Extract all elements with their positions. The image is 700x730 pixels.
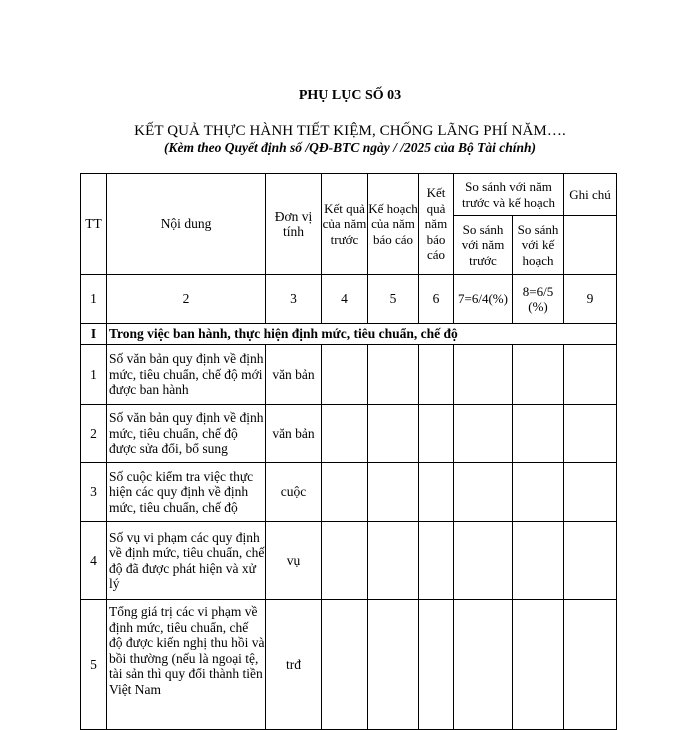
table-row bbox=[81, 522, 617, 600]
header-result-report: Kết quả năm báo cáo bbox=[419, 174, 454, 275]
empty-cell bbox=[322, 522, 368, 600]
empty-cell bbox=[454, 600, 513, 730]
col-number: 5 bbox=[368, 275, 419, 324]
header-compare-plan: So sánh với kế hoạch bbox=[513, 216, 564, 275]
header-content: Nội dung bbox=[107, 174, 266, 275]
empty-cell bbox=[564, 600, 617, 730]
col-number: 8=6/5 (%) bbox=[513, 275, 564, 324]
row-tt: 3 bbox=[81, 463, 107, 522]
row-unit: cuộc bbox=[266, 463, 322, 522]
col-number: 1 bbox=[81, 275, 107, 324]
row-tt: 5 bbox=[81, 600, 107, 730]
empty-cell bbox=[564, 522, 617, 600]
empty-cell bbox=[454, 463, 513, 522]
header-tt: TT bbox=[81, 174, 107, 275]
row-unit: trđ bbox=[266, 600, 322, 730]
header-note: Ghi chú bbox=[564, 174, 617, 216]
row-content: Số vụ vi phạm các quy định về định mức, tiêu chuẩn, chế độ đã được phát hiện và xử lý bbox=[107, 522, 266, 600]
col-number: 6 bbox=[419, 275, 454, 324]
empty-cell bbox=[322, 600, 368, 730]
empty-cell bbox=[454, 345, 513, 405]
row-tt: 4 bbox=[81, 522, 107, 600]
col-number: 3 bbox=[266, 275, 322, 324]
numbering-row bbox=[81, 275, 617, 324]
table-row bbox=[81, 405, 617, 463]
row-content: Số văn bản quy định về định mức, tiêu chuẩn, chế độ mới được ban hành bbox=[107, 345, 266, 405]
empty-cell bbox=[419, 405, 454, 463]
empty-cell bbox=[564, 345, 617, 405]
section-roman: I bbox=[81, 324, 107, 345]
header-plan: Kế hoạch của năm báo cáo bbox=[368, 174, 419, 275]
empty-cell bbox=[513, 345, 564, 405]
row-unit: văn bản bbox=[266, 345, 322, 405]
empty-cell bbox=[322, 463, 368, 522]
empty-cell bbox=[454, 522, 513, 600]
col-number: 4 bbox=[322, 275, 368, 324]
header-unit: Đơn vị tính bbox=[266, 174, 322, 275]
section-label: Trong việc ban hành, thực hiện định mức, tiêu chuẩn, chế độ bbox=[107, 324, 617, 345]
empty-cell bbox=[564, 405, 617, 463]
row-tt: 2 bbox=[81, 405, 107, 463]
empty-cell bbox=[322, 405, 368, 463]
row-unit: văn bản bbox=[266, 405, 322, 463]
empty-cell bbox=[368, 405, 419, 463]
col-number: 7=6/4(%) bbox=[454, 275, 513, 324]
empty-cell bbox=[368, 463, 419, 522]
empty-cell bbox=[419, 345, 454, 405]
table-row bbox=[81, 600, 617, 730]
table-row bbox=[81, 463, 617, 522]
section-row bbox=[81, 324, 617, 345]
empty-cell bbox=[322, 345, 368, 405]
row-content: Số cuộc kiểm tra việc thực hiện các quy định về định mức, tiêu chuẩn, chế độ bbox=[107, 463, 266, 522]
col-number: 2 bbox=[107, 275, 266, 324]
empty-cell bbox=[564, 463, 617, 522]
row-content: Số văn bản quy định về định mức, tiêu chuẩn, chế độ được sửa đổi, bổ sung bbox=[107, 405, 266, 463]
empty-cell bbox=[368, 345, 419, 405]
header-note-blank bbox=[564, 216, 617, 275]
empty-cell bbox=[419, 463, 454, 522]
decision-reference: (Kèm theo Quyết định số /QĐ-BTC ngày / /2025 của Bộ Tài chính) bbox=[163, 140, 537, 155]
row-unit: vụ bbox=[266, 522, 322, 600]
empty-cell bbox=[513, 600, 564, 730]
row-content: Tổng giá trị các vi phạm về định mức, tiêu chuẩn, chế độ được kiến nghị thu hồi và bồi thường (nếu là ngoại tệ, tài sản thì quy đổi thành tiền Việt Nam bbox=[107, 600, 266, 730]
header-row-1 bbox=[81, 174, 617, 216]
header-compare-group: So sánh với năm trước và kế hoạch bbox=[454, 174, 564, 216]
empty-cell bbox=[419, 522, 454, 600]
empty-cell bbox=[419, 600, 454, 730]
appendix-title: PHỤ LỤC SỐ 03 bbox=[298, 88, 402, 103]
header-result-prev: Kết quả của năm trước bbox=[322, 174, 368, 275]
col-number: 9 bbox=[564, 275, 617, 324]
report-title: KẾT QUẢ THỰC HÀNH TIẾT KIỆM, CHỐNG LÃNG PHÍ NĂM…. bbox=[134, 123, 566, 139]
empty-cell bbox=[368, 522, 419, 600]
empty-cell bbox=[513, 405, 564, 463]
empty-cell bbox=[513, 522, 564, 600]
empty-cell bbox=[454, 405, 513, 463]
header-compare-prev: So sánh với năm trước bbox=[454, 216, 513, 275]
results-table bbox=[80, 173, 617, 730]
empty-cell bbox=[368, 600, 419, 730]
row-tt: 1 bbox=[81, 345, 107, 405]
empty-cell bbox=[513, 463, 564, 522]
table-row bbox=[81, 345, 617, 405]
